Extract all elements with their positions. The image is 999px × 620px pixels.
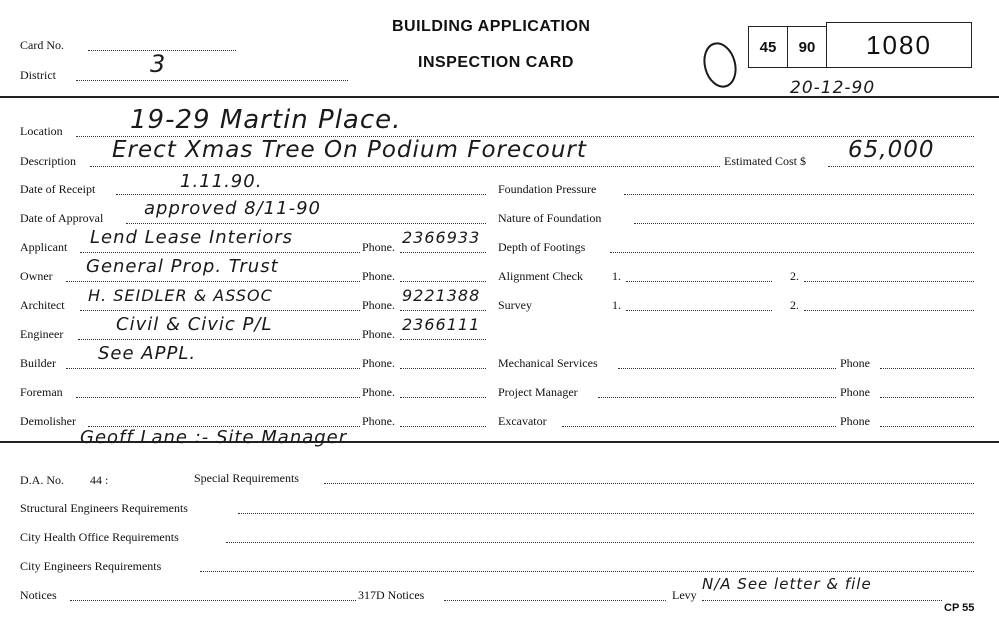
description-value: Erect Xmas Tree On Podium Forecourt xyxy=(112,137,587,163)
applicant-phone-label: Phone. xyxy=(362,240,395,254)
owner-field[interactable] xyxy=(66,281,360,282)
date-of-receipt-label: Date of Receipt xyxy=(20,182,96,196)
city-engineers-requirements-label: City Engineers Requirements xyxy=(20,559,162,573)
number-box-1-value: 45 xyxy=(759,38,777,56)
foreman-phone-field[interactable] xyxy=(400,397,486,398)
survey-label: Survey xyxy=(498,298,532,312)
architect-phone-label: Phone. xyxy=(362,298,395,312)
nature-of-foundation-field[interactable] xyxy=(634,223,974,224)
foreman-phone-label: Phone. xyxy=(362,385,395,399)
project-manager-phone-field[interactable] xyxy=(880,397,974,398)
applicant-value: Lend Lease Interiors xyxy=(90,227,294,248)
levy-label: Levy xyxy=(672,588,697,602)
date-of-receipt-value: 1.11.90. xyxy=(180,171,263,192)
location-label: Location xyxy=(20,124,63,138)
alignment-check-field-1[interactable] xyxy=(626,281,772,282)
owner-phone-label: Phone. xyxy=(362,269,395,283)
engineer-label: Engineer xyxy=(20,327,64,341)
demolisher-phone-label: Phone. xyxy=(362,414,395,428)
foreman-field[interactable] xyxy=(76,397,360,398)
location-value: 19-29 Martin Place. xyxy=(130,105,402,135)
project-manager-field[interactable] xyxy=(598,397,836,398)
owner-label: Owner xyxy=(20,269,53,283)
special-requirements-label: Special Requirements xyxy=(194,471,299,485)
da-no-value: 44 : xyxy=(90,473,109,487)
number-box-2 xyxy=(787,26,827,68)
date-of-receipt-field[interactable] xyxy=(116,194,486,195)
card-title-line2: INSPECTION CARD xyxy=(418,54,574,71)
alignment-check-num-1: 1. xyxy=(612,269,621,283)
site-manager-note: Geoff Lane :- Site Manager xyxy=(80,427,348,448)
alignment-check-label: Alignment Check xyxy=(498,269,583,283)
excavator-phone-field[interactable] xyxy=(880,426,974,427)
notices-317d-field[interactable] xyxy=(444,600,666,601)
owner-phone-field[interactable] xyxy=(400,281,486,282)
builder-value: See APPL. xyxy=(98,343,197,364)
engineer-phone-value: 2366111 xyxy=(402,315,481,334)
estimated-cost-label: Estimated Cost $ xyxy=(724,154,806,168)
number-box-3 xyxy=(826,22,972,68)
district-value: 3 xyxy=(150,50,167,78)
applicant-phone-value: 2366933 xyxy=(402,228,481,247)
date-of-approval-value: approved 8/11-90 xyxy=(144,198,321,219)
da-no-label: D.A. No. xyxy=(20,473,64,487)
project-manager-label: Project Manager xyxy=(498,385,578,399)
project-manager-phone-label: Phone xyxy=(840,385,870,399)
card-title-line1: BUILDING APPLICATION xyxy=(392,18,591,35)
architect-label: Architect xyxy=(20,298,65,312)
architect-phone-value: 9221388 xyxy=(402,286,481,305)
engineer-field[interactable] xyxy=(78,339,360,340)
demolisher-phone-field[interactable] xyxy=(400,426,486,427)
estimated-cost-field[interactable] xyxy=(828,166,974,167)
mechanical-services-field[interactable] xyxy=(618,368,836,369)
date-of-approval-field[interactable] xyxy=(126,223,486,224)
engineer-value: Civil & Civic P/L xyxy=(116,314,273,335)
health-requirements-field[interactable] xyxy=(226,542,974,543)
mechanical-phone-label: Phone xyxy=(840,356,870,370)
depth-of-footings-field[interactable] xyxy=(610,252,974,253)
applicant-label: Applicant xyxy=(20,240,68,254)
district-field[interactable] xyxy=(76,80,348,81)
notices-field[interactable] xyxy=(70,600,356,601)
levy-field[interactable] xyxy=(702,600,942,601)
applicant-field[interactable] xyxy=(80,252,360,253)
levy-value: N/A See letter & file xyxy=(702,575,872,593)
excavator-field[interactable] xyxy=(562,426,836,427)
notices-label: Notices xyxy=(20,588,57,602)
number-box-1 xyxy=(748,26,788,68)
foundation-pressure-label: Foundation Pressure xyxy=(498,182,597,196)
city-engineers-requirements-field[interactable] xyxy=(200,571,974,572)
alignment-check-field-2[interactable] xyxy=(804,281,974,282)
mechanical-services-label: Mechanical Services xyxy=(498,356,598,370)
architect-value: H. SEIDLER & ASSOC xyxy=(88,286,273,305)
estimated-cost-value: 65,000 xyxy=(848,137,935,163)
card-no-label: Card No. xyxy=(20,38,64,52)
health-requirements-label: City Health Office Requirements xyxy=(20,530,179,544)
survey-num-2: 2. xyxy=(790,298,799,312)
survey-field-2[interactable] xyxy=(804,310,974,311)
notices-317d-label: 317D Notices xyxy=(358,588,425,602)
nature-of-foundation-label: Nature of Foundation xyxy=(498,211,602,225)
survey-field-1[interactable] xyxy=(626,310,772,311)
foreman-label: Foreman xyxy=(20,385,63,399)
structural-requirements-field[interactable] xyxy=(238,513,974,514)
special-requirements-field[interactable] xyxy=(324,483,974,484)
excavator-label: Excavator xyxy=(498,414,547,428)
builder-label: Builder xyxy=(20,356,56,370)
engineer-phone-field[interactable] xyxy=(400,339,486,340)
depth-of-footings-label: Depth of Footings xyxy=(498,240,586,254)
architect-field[interactable] xyxy=(80,310,360,311)
architect-phone-field[interactable] xyxy=(400,310,486,311)
description-field[interactable] xyxy=(90,166,720,167)
owner-value: General Prop. Trust xyxy=(86,256,279,277)
survey-num-1: 1. xyxy=(612,298,621,312)
structural-requirements-label: Structural Engineers Requirements xyxy=(20,501,188,515)
excavator-phone-label: Phone xyxy=(840,414,870,428)
circle-mark-icon xyxy=(698,36,742,94)
engineer-phone-label: Phone. xyxy=(362,327,395,341)
alignment-check-num-2: 2. xyxy=(790,269,799,283)
demolisher-label: Demolisher xyxy=(20,414,76,428)
builder-phone-field[interactable] xyxy=(400,368,486,369)
date-stamp: 20-12-90 xyxy=(790,78,876,98)
header-divider xyxy=(0,96,999,98)
foundation-pressure-field[interactable] xyxy=(624,194,974,195)
mechanical-phone-field[interactable] xyxy=(880,368,974,369)
date-of-approval-label: Date of Approval xyxy=(20,211,104,225)
cp-code: CP 55 xyxy=(944,602,975,614)
number-box-3-value: 1080 xyxy=(866,29,932,60)
number-box-2-value: 90 xyxy=(798,38,816,56)
builder-field[interactable] xyxy=(66,368,360,369)
description-label: Description xyxy=(20,154,76,168)
applicant-phone-field[interactable] xyxy=(400,252,486,253)
builder-phone-label: Phone. xyxy=(362,356,395,370)
district-label: District xyxy=(20,68,56,82)
